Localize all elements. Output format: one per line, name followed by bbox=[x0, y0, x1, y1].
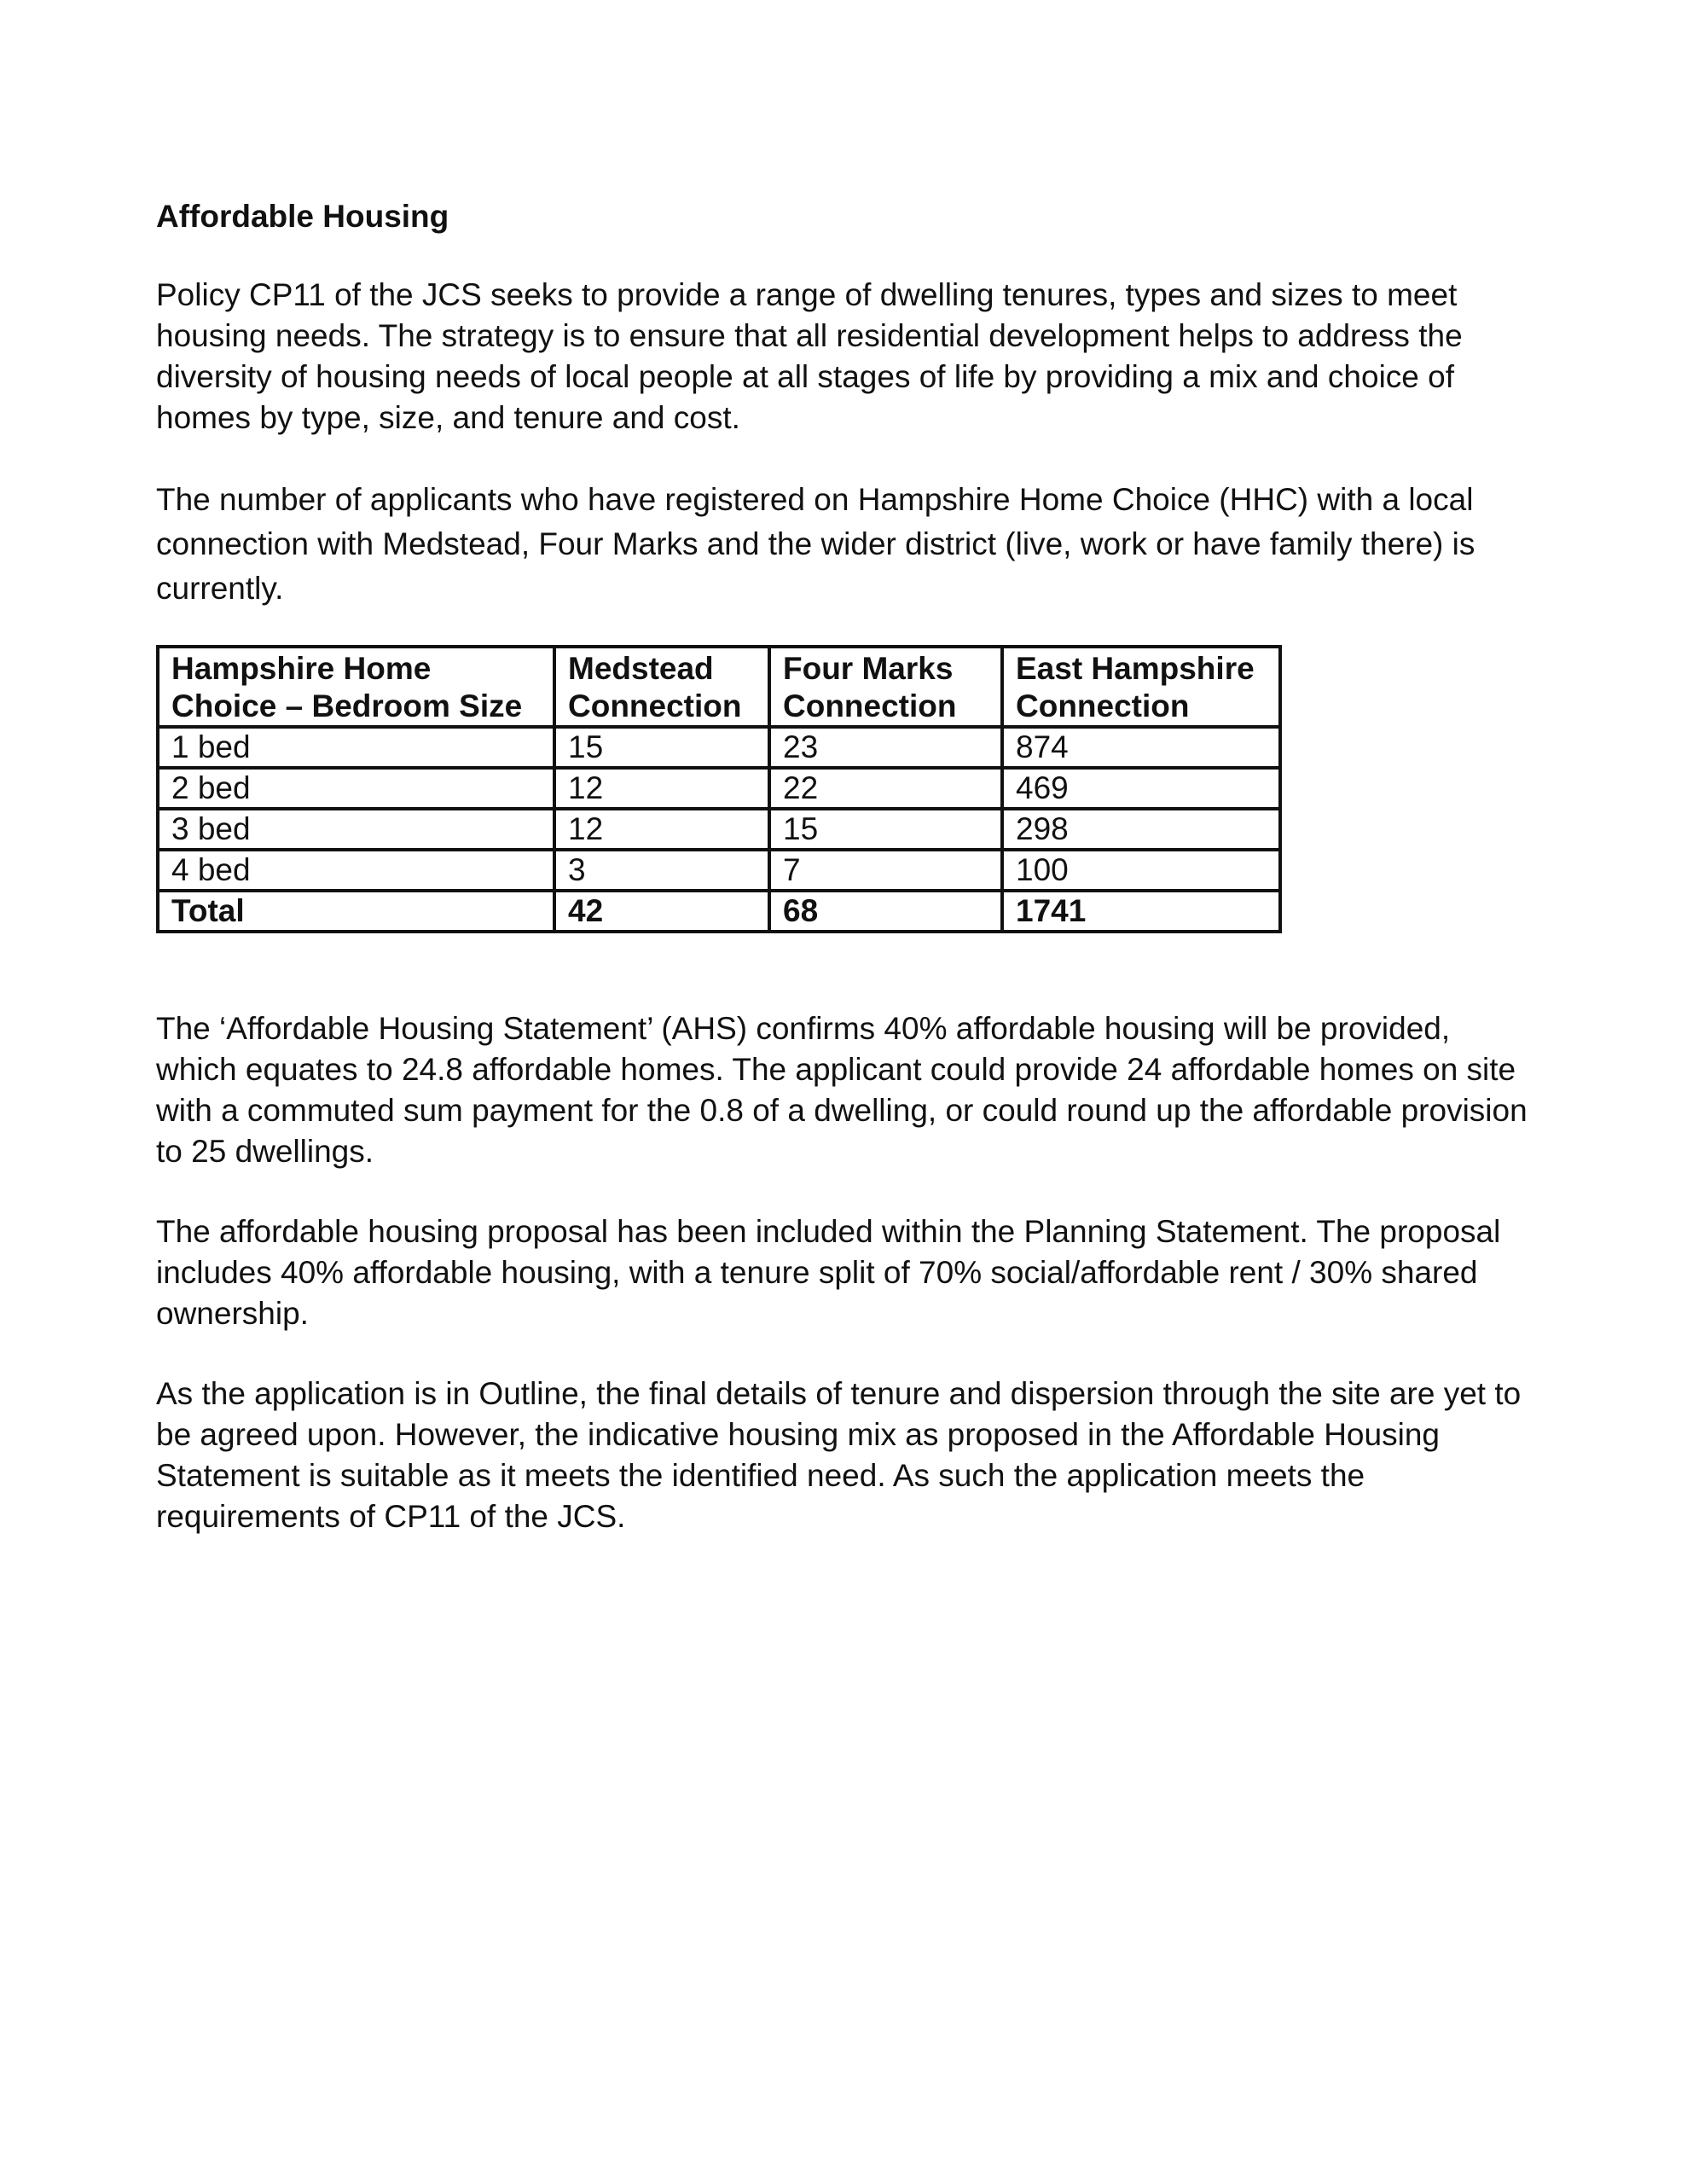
header-bedroom-size: Hampshire Home Choice – Bedroom Size bbox=[158, 647, 554, 727]
paragraph-policy: Policy CP11 of the JCS seeks to provide a range of dwelling tenures, types and sizes to meet housing needs. The strategy is to ensure that all residential development helps to address the diversity of housing needs of local people at all stages of life by providing a mix and choice of homes by type, size, and tenure and cost. bbox=[156, 277, 1463, 435]
table-row bbox=[158, 727, 1280, 768]
hhc-table bbox=[156, 645, 1282, 933]
table-row bbox=[158, 768, 1280, 809]
total-label: Total bbox=[158, 891, 554, 932]
cell-size: 4 bed bbox=[158, 850, 554, 891]
section-heading: Affordable Housing bbox=[156, 199, 449, 234]
cell-medstead: 12 bbox=[554, 809, 769, 850]
cell-four-marks: 15 bbox=[769, 809, 1002, 850]
paragraph-ahs: The ‘Affordable Housing Statement’ (AHS) confirms 40% affordable housing will be provided, which equates to 24.8 affordable homes. The applicant could provide 24 affordable homes on site with a commuted sum payment for the 0.8 of a dwelling, or could round up the affordable provision to 25 dwellings. bbox=[156, 1011, 1528, 1169]
cell-east-hampshire: 100 bbox=[1002, 850, 1280, 891]
cell-four-marks: 23 bbox=[769, 727, 1002, 768]
cell-four-marks: 7 bbox=[769, 850, 1002, 891]
header-medstead: Medstead Connection bbox=[554, 647, 769, 727]
table-header-row bbox=[158, 647, 1280, 727]
document-page bbox=[156, 196, 1529, 1577]
paragraph-applicants: The number of applicants who have registered on Hampshire Home Choice (HHC) with a local connection with Medstead, Four Marks and the wider district (live, work or have family there) is currently. bbox=[156, 482, 1475, 606]
header-east-hampshire: East Hampshire Connection bbox=[1002, 647, 1280, 727]
paragraph-conclusion: As the application is in Outline, the final details of tenure and dispersion through the site are yet to be agreed upon. However, the indicative housing mix as proposed in the Affordable Housing Statement is suitable as it meets the identified need. As such the application meets the requirements of CP11 of the JCS. bbox=[156, 1376, 1522, 1534]
cell-medstead: 15 bbox=[554, 727, 769, 768]
table-row bbox=[158, 850, 1280, 891]
header-four-marks: Four Marks Connection bbox=[769, 647, 1002, 727]
cell-size: 1 bed bbox=[158, 727, 554, 768]
cell-size: 2 bed bbox=[158, 768, 554, 809]
cell-four-marks: 22 bbox=[769, 768, 1002, 809]
cell-medstead: 3 bbox=[554, 850, 769, 891]
table-row bbox=[158, 809, 1280, 850]
total-four-marks: 68 bbox=[769, 891, 1002, 932]
cell-east-hampshire: 469 bbox=[1002, 768, 1280, 809]
paragraph-proposal: The affordable housing proposal has been included within the Planning Statement. The proposal includes 40% affordable housing, with a tenure split of 70% social/affordable rent / 30% shared ownership. bbox=[156, 1214, 1501, 1331]
table-total-row bbox=[158, 891, 1280, 932]
total-east-hampshire: 1741 bbox=[1002, 891, 1280, 932]
cell-size: 3 bed bbox=[158, 809, 554, 850]
cell-medstead: 12 bbox=[554, 768, 769, 809]
cell-east-hampshire: 874 bbox=[1002, 727, 1280, 768]
total-medstead: 42 bbox=[554, 891, 769, 932]
cell-east-hampshire: 298 bbox=[1002, 809, 1280, 850]
